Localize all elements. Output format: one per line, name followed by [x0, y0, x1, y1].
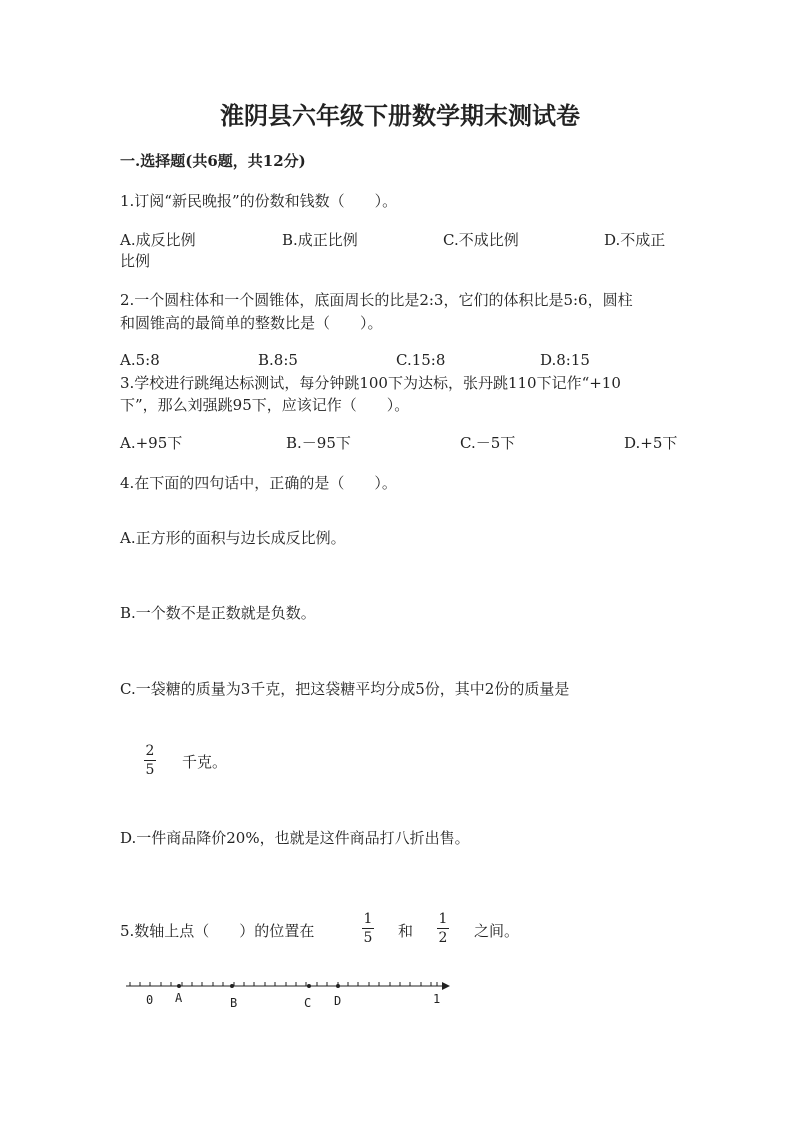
label-a: A [175, 991, 183, 1005]
section-heading: 一.选择题(共6题，共12分) [120, 152, 306, 170]
q1-option-a: A.成反比例 [120, 231, 196, 249]
fraction-bar [144, 760, 156, 761]
point-b-dot [230, 984, 234, 988]
point-a-dot [177, 984, 181, 988]
q4-option-c-fraction [144, 743, 156, 778]
q3-option-b: B.－95下 [286, 434, 351, 452]
q2-stem-line2: 和圆锥高的最简单的整数比是（ ）。 [120, 314, 383, 332]
q3-stem-line2: 下”，那么刘强跳95下，应该记作（ ）。 [120, 396, 410, 414]
q1-option-d-cont: 比例 [120, 252, 151, 270]
q5-stem-mid: 和 [398, 922, 414, 940]
label-b: B [230, 996, 238, 1010]
q4-option-a: A.正方形的面积与边长成反比例。 [120, 529, 346, 547]
label-d: D [334, 994, 342, 1008]
q2-option-b: B.8:5 [258, 351, 298, 369]
q2-option-d: D.8:15 [540, 351, 590, 369]
label-one: 1 [433, 992, 441, 1006]
q1-option-b: B.成正比例 [282, 231, 358, 249]
fraction-numerator: 1 [438, 911, 448, 927]
q1-stem: 1.订阅“新民晚报”的份数和钱数（ ）。 [120, 192, 398, 210]
q4-option-d: D.一件商品降价20%，也就是这件商品打八折出售。 [120, 829, 470, 847]
fraction-numerator: 2 [145, 743, 155, 759]
q2-option-c: C.15:8 [396, 351, 446, 369]
q1-option-c: C.不成比例 [443, 231, 519, 249]
q4-stem: 4.在下面的四句话中，正确的是（ ）。 [120, 474, 397, 492]
q5-stem-post: 之间。 [474, 922, 520, 940]
q3-option-d: D.+5下 [624, 434, 678, 452]
fraction-bar [437, 928, 449, 929]
label-zero: 0 [146, 993, 154, 1007]
q5-stem-pre: 5.数轴上点（ ）的位置在 [120, 922, 315, 940]
fraction-numerator: 1 [363, 911, 373, 927]
q3-stem-line1: 3.学校进行跳绳达标测试，每分钟跳100下为达标，张丹跳110下记作“+10 [120, 374, 621, 392]
q4-option-c-tail: 千克。 [182, 753, 228, 771]
point-d-dot [336, 984, 340, 988]
q2-option-a: A.5:8 [120, 351, 160, 369]
fraction-denominator: 5 [363, 930, 373, 946]
q5-fraction-one-half [437, 911, 449, 946]
page-title: 淮阴县六年级下册数学期末测试卷 [220, 101, 580, 130]
q2-stem-line1: 2.一个圆柱体和一个圆锥体，底面周长的比是2:3，它们的体积比是5:6，圆柱 [120, 291, 633, 309]
fraction-denominator: 2 [438, 930, 448, 946]
q5-fraction-one-fifth [362, 911, 374, 946]
arrow-icon [442, 982, 450, 990]
number-line [120, 970, 460, 1020]
q3-option-c: C.－5下 [460, 434, 516, 452]
fraction-bar [362, 928, 374, 929]
q4-option-b: B.一个数不是正数就是负数。 [120, 604, 316, 622]
point-c-dot [307, 984, 311, 988]
q4-option-c: C.一袋糖的质量为3千克，把这袋糖平均分成5份，其中2份的质量是 [120, 680, 570, 698]
q3-option-a: A.+95下 [120, 434, 183, 452]
fraction-denominator: 5 [145, 762, 155, 778]
label-c: C [304, 996, 312, 1010]
q1-option-d: D.不成正 [604, 231, 666, 249]
tick-marks [130, 982, 437, 986]
